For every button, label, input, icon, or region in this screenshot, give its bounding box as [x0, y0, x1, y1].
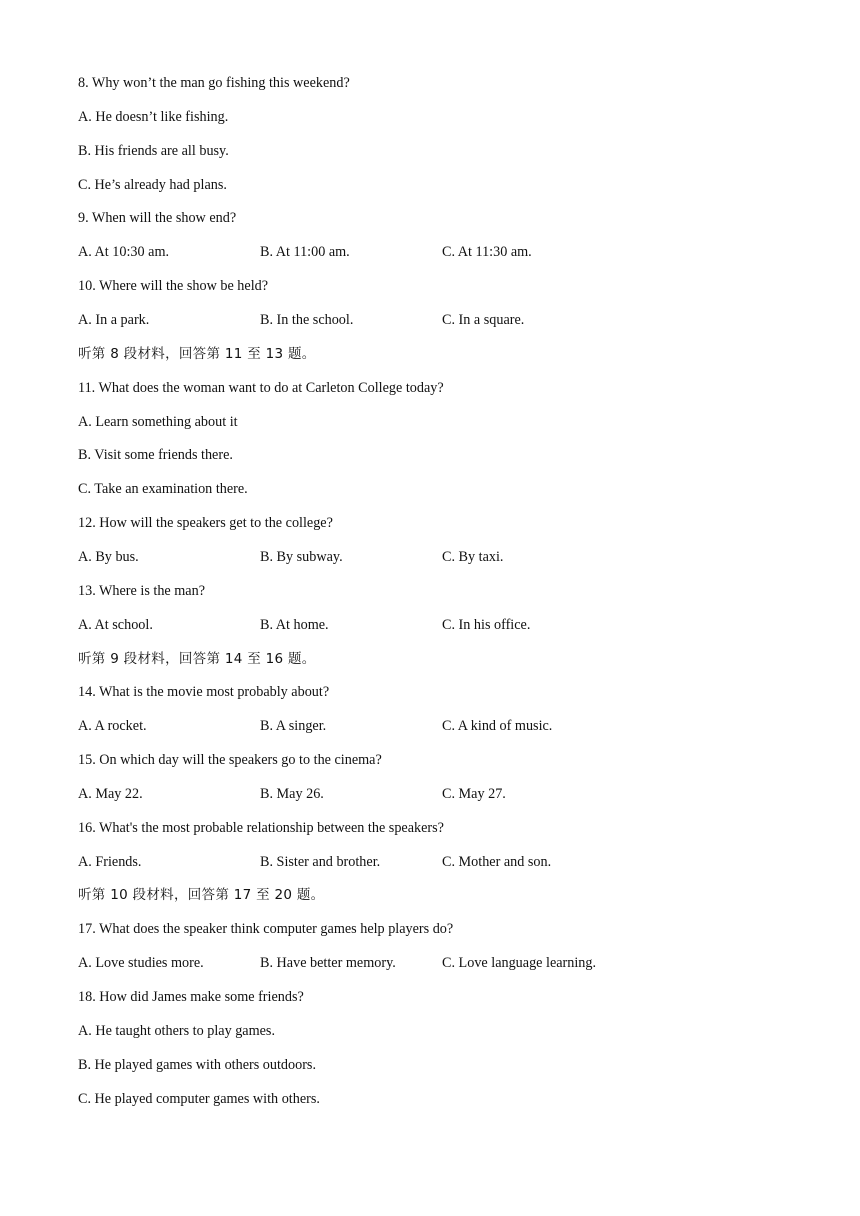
question-line: A. He taught others to play games. [78, 1022, 276, 1039]
options-row [78, 242, 778, 262]
options-row [78, 953, 778, 973]
question-line: B. His friends are all busy. [78, 142, 229, 159]
question-line: 18. How did James make some friends? [78, 989, 304, 1005]
option-b: B. In the school. [260, 312, 354, 328]
question-line: C. He’s already had plans. [78, 176, 227, 193]
question-line: B. He played games with others outdoors. [78, 1056, 316, 1073]
question-line: C. Take an examination there. [78, 481, 248, 498]
options-row [78, 716, 778, 736]
question-line: 9. When will the show end? [78, 210, 237, 227]
question-line: 8. Why won’t the man go fishing this weekend? [78, 75, 350, 91]
question-line: 15. On which day will the speakers go to the cinema? [78, 752, 382, 768]
option-b: B. A singer. [260, 718, 327, 735]
question-line: 11. What does the woman want to do at Carleton College today? [78, 379, 444, 396]
option-b: B. Have better memory. [260, 955, 396, 972]
question-line: 16. What's the most probable relationship between the speakers? [78, 819, 444, 836]
question-line: 10. Where will the show be held? [78, 278, 269, 295]
option-a: A. At school. [78, 616, 153, 633]
option-c: C. In a square. [442, 312, 525, 328]
option-b: B. Sister and brother. [260, 853, 381, 870]
option-c: C. Love language learning. [442, 955, 597, 972]
options-row [78, 310, 778, 330]
question-line: A. He doesn’t like fishing. [78, 108, 229, 125]
option-c: C. May 27. [442, 785, 506, 802]
question-line: A. Learn something about it [78, 413, 238, 430]
options-row [78, 615, 778, 635]
question-line: 13. Where is the man? [78, 582, 205, 599]
question-line: 17. What does the speaker think computer games help players do? [78, 921, 454, 938]
question-line: C. He played computer games with others. [78, 1090, 320, 1107]
option-b: B. By subway. [260, 548, 343, 565]
option-a: A. Love studies more. [78, 955, 204, 972]
option-a: A. By bus. [78, 548, 139, 565]
question-line: B. Visit some friends there. [78, 447, 233, 464]
option-a: A. Friends. [78, 853, 142, 870]
option-c: C. In his office. [442, 616, 531, 633]
option-c: C. At 11:30 am. [442, 244, 532, 261]
question-line: 12. How will the speakers get to the college? [78, 515, 333, 531]
options-row [78, 852, 778, 872]
options-row [78, 547, 778, 567]
option-b: B. May 26. [260, 785, 324, 802]
options-row [78, 784, 778, 804]
option-a: A. A rocket. [78, 718, 147, 735]
option-a: A. In a park. [78, 312, 150, 328]
option-c: C. By taxi. [442, 548, 504, 565]
option-b: B. At home. [260, 616, 329, 633]
option-b: B. At 11:00 am. [260, 244, 350, 261]
option-a: A. May 22. [78, 785, 143, 802]
option-c: C. A kind of music. [442, 718, 553, 735]
question-line: 14. What is the movie most probably about? [78, 684, 330, 701]
section-instruction: 听第 8 段材料，回答第 11 至 13 题。 [78, 345, 316, 362]
option-c: C. Mother and son. [442, 853, 552, 870]
option-a: A. At 10:30 am. [78, 244, 170, 261]
section-instruction: 听第 10 段材料，回答第 17 至 20 题。 [78, 887, 325, 904]
section-instruction: 听第 9 段材料，回答第 14 至 16 题。 [78, 650, 316, 667]
